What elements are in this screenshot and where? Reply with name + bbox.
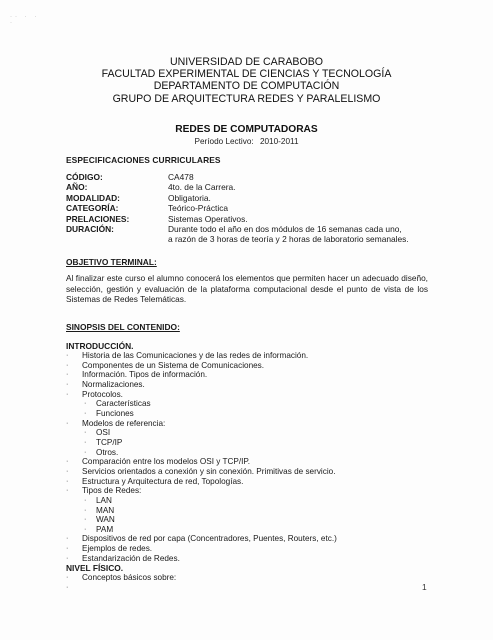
list-item-text: Dispositivos de red por capa (Concentradores, Puentes, Routers, etc.): [82, 534, 337, 544]
bullet-icon: ·: [66, 584, 69, 591]
bullet-icon: ·: [66, 458, 69, 466]
bullet-icon: ·: [66, 361, 69, 369]
course-title: REDES DE COMPUTADORAS: [175, 124, 318, 135]
list-item: [66, 525, 446, 535]
duration-line-1: Durante todo el año en dos módulos de 16 semanas cada uno,: [168, 224, 402, 235]
academic-period: [0, 137, 493, 146]
list-item: [66, 361, 446, 371]
list-item: [66, 457, 446, 467]
list-item: [66, 477, 446, 487]
list-item-text: Modelos de referencia:: [82, 418, 166, 428]
period-label: Período Lectivo:: [194, 137, 254, 146]
list-item: [66, 390, 446, 400]
bullet-icon: ·: [66, 554, 69, 562]
bullet-icon: ·: [66, 477, 69, 485]
bullet-icon: ·: [66, 419, 69, 427]
list-item-text: Características: [96, 399, 151, 409]
list-item: [66, 534, 446, 544]
list-item-text: Protocolos.: [82, 389, 123, 399]
bullet-icon: ·: [84, 448, 87, 456]
objective-text: Al finalizar este curso el alumno conocerá los elementos que permiten hacer un adecuado diseño, selección, gestión y evaluación de la plataforma computacional desde el punto de vista de los Sistemas de Redes Telemáticas.: [66, 273, 428, 305]
spec-value: Obligatoria.: [168, 192, 211, 203]
university-name: UNIVERSIDAD DE CARABOBO: [169, 56, 324, 68]
spec-label: AÑO:: [66, 182, 88, 193]
list-item-text: Tipos de Redes:: [82, 486, 142, 496]
spec-row: [66, 214, 436, 224]
synopsis-list: [66, 351, 446, 563]
bullet-icon: ·: [84, 400, 87, 408]
bullet-icon: ·: [84, 516, 87, 524]
list-item: [66, 380, 446, 390]
spec-value: CA478: [168, 172, 194, 182]
spec-value: Sistemas Operativos.: [168, 213, 248, 224]
bullet-icon: ·: [84, 496, 87, 504]
list-item-text: Conceptos básicos sobre:: [82, 573, 177, 582]
list-item: [66, 428, 446, 438]
list-item-text: LAN: [96, 495, 112, 505]
synopsis-heading: SINOPSIS DEL CONTENIDO:: [66, 322, 180, 332]
list-item: [66, 438, 446, 448]
scan-mark: ·· · · ·: [10, 14, 40, 26]
spec-row: [66, 203, 436, 213]
list-item: [66, 419, 446, 429]
list-item: [66, 544, 446, 554]
list-item-text: Otros.: [96, 447, 119, 457]
list-item-text: Funciones: [96, 408, 134, 418]
list-item-text: Normalizaciones.: [82, 379, 145, 389]
nivel-heading: NIVEL FÍSICO.: [66, 563, 124, 573]
intro-heading: INTRODUCCIÓN.: [66, 341, 134, 351]
list-item: [66, 573, 446, 583]
spec-row: [66, 193, 436, 203]
bullet-icon: ·: [84, 506, 87, 514]
bullet-icon: ·: [84, 429, 87, 437]
list-item-text: Historia de las Comunicaciones y de las redes de información.: [82, 351, 309, 360]
list-item-text: Ejemplos de redes.: [82, 544, 153, 554]
bullet-icon: ·: [66, 352, 69, 359]
nivel-list: [66, 573, 446, 591]
list-item-text: Información. Tipos de información.: [82, 370, 208, 380]
spec-label: PRELACIONES:: [66, 213, 130, 224]
specs-heading: ESPECIFICACIONES CURRICULARES: [66, 155, 221, 165]
list-item: [66, 506, 446, 516]
spec-label: CATEGORÍA:: [66, 203, 119, 214]
spec-row: [66, 224, 436, 245]
document-header: [0, 56, 493, 105]
bullet-icon: ·: [66, 574, 69, 581]
bullet-icon: ·: [66, 487, 69, 495]
spec-row: [66, 172, 436, 182]
department-name: DEPARTAMENTO DE COMPUTACIÓN: [153, 80, 340, 93]
list-item: [66, 515, 446, 525]
bullet-icon: ·: [66, 380, 69, 388]
list-item-text: WAN: [96, 515, 115, 525]
spec-value: [168, 224, 436, 245]
spec-label: CÓDIGO:: [66, 172, 103, 182]
list-item: [66, 409, 446, 419]
list-item: [66, 399, 446, 409]
list-item: [66, 554, 446, 564]
list-item: [66, 496, 446, 506]
spec-label: DURACIÓN:: [66, 224, 114, 235]
bullet-icon: ·: [84, 438, 87, 446]
page-number: 1: [422, 582, 427, 592]
objective-heading: OBJETIVO TERMINAL:: [66, 257, 157, 267]
list-item-text: Comparación entre los modelos OSI y TCP/IP.: [82, 457, 251, 467]
bullet-icon: ·: [66, 371, 69, 379]
list-item-text: Estructura y Arquitectura de red, Topologías.: [82, 476, 244, 486]
spec-label: MODALIDAD:: [66, 192, 120, 203]
bullet-icon: ·: [66, 467, 69, 475]
list-item-text: PAM: [96, 524, 114, 534]
list-item: [66, 351, 446, 361]
specs-table: [66, 172, 436, 245]
bullet-icon: ·: [66, 545, 69, 553]
bullet-icon: ·: [84, 409, 87, 417]
list-item-text: OSI: [96, 428, 111, 438]
bullet-icon: ·: [66, 535, 69, 543]
list-item: [66, 370, 446, 380]
faculty-name: FACULTAD EXPERIMENTAL DE CIENCIAS Y TECNOLOGÍA: [101, 68, 392, 81]
list-item-text: TCP/IP: [96, 437, 123, 447]
list-item-text: MAN: [96, 505, 115, 515]
spec-value: 4to. de la Carrera.: [168, 182, 236, 193]
bullet-icon: ·: [66, 390, 69, 398]
group-name: GRUPO DE ARQUITECTURA REDES Y PARALELISMO: [112, 92, 381, 105]
list-item-text: Componentes de un Sistema de Comunicaciones.: [82, 360, 265, 370]
list-item-text: Servicios orientados a conexión y sin conexión. Primitivas de servicio.: [82, 466, 336, 476]
spec-row: [66, 182, 436, 192]
list-item: [66, 448, 446, 458]
spec-value: Teórico-Práctica: [168, 203, 229, 214]
list-item: [66, 467, 446, 477]
list-item-text: Estandarización de Redes.: [82, 553, 180, 563]
duration-line-2: a razón de 3 horas de teoría y 2 horas de laboratorio semanales.: [168, 234, 409, 245]
period-value: 2010-2011: [259, 137, 299, 146]
bullet-icon: ·: [84, 525, 87, 533]
list-item: [66, 486, 446, 496]
